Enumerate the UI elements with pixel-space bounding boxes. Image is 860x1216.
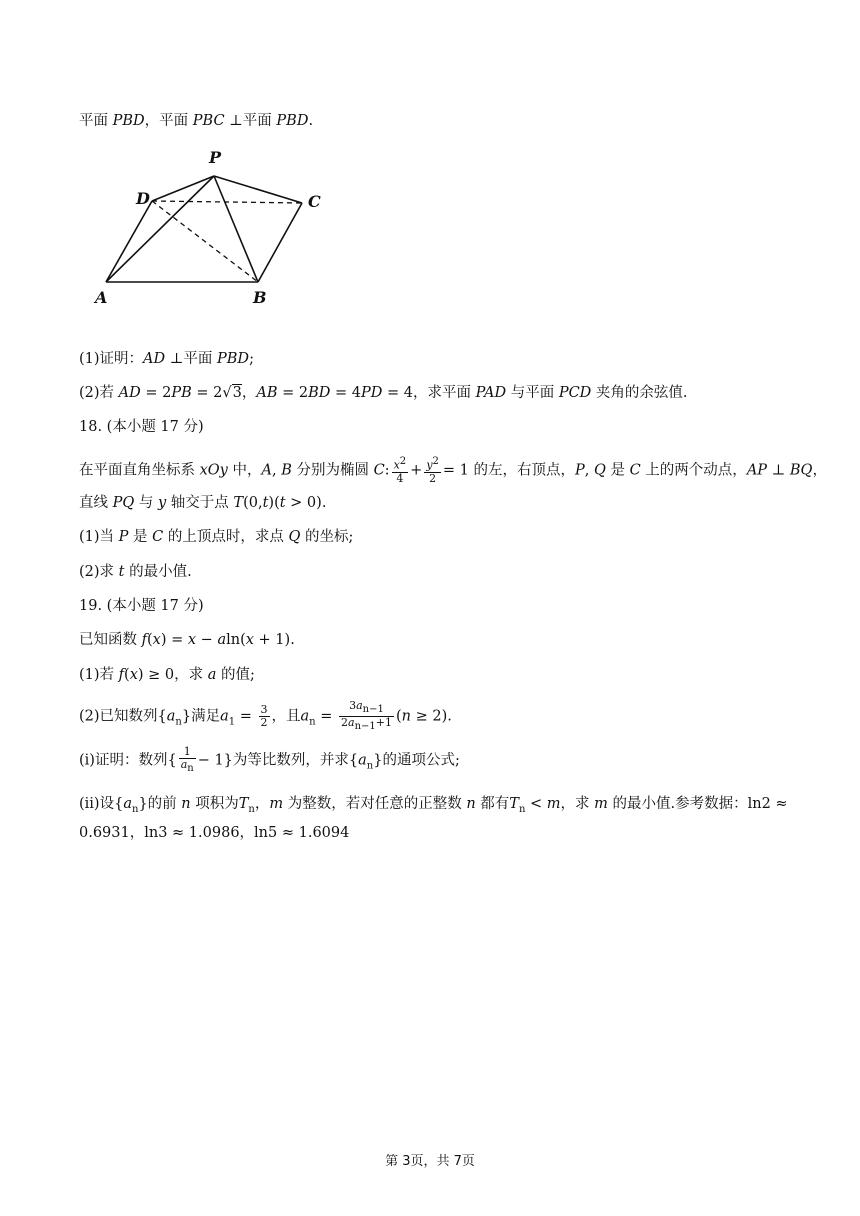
edge-DP <box>152 176 214 201</box>
q19-part2-ii-text-b: 0.6931，ln3 ≈ 1.0986，ln5 ≈ 1.6094 <box>79 825 350 841</box>
q19-part1: (1)若 f(x) ≥ 0，求 a 的值; <box>79 667 255 683</box>
edge-PC <box>214 176 302 203</box>
q19-part2-ii-line2 <box>79 822 790 844</box>
geometry-figure <box>92 146 332 311</box>
q19-part2-ii-line1: (ⅱ)设$\{a_n\}$的前 n 项积为$T_n$，m 为整数，若对任意的正整数 n 都有$T_n < m$，求 m 的最小值.参考数据：ln2 ≈ <box>79 796 788 815</box>
q17-part2: (2)若 AD = 2PB = 2√3，AB = 2BD = 4PD = 4，求平面 PAD 与平面 PCD 夹角的余弦值. <box>79 385 688 401</box>
q18-stem-line1: 在平面直角坐标系 xOy 中，A, B 分别为椭圆 C: $\frac{x2}{4}$ + $\frac{y2}{2}$ = 1 的左，右顶点，P, Q 是 C 上的两个动点，AP ⊥ BQ， <box>79 456 827 485</box>
q19-stem: 已知函数 f(x) = x − aln(x + 1). <box>79 632 295 648</box>
edge-BC <box>258 203 302 282</box>
edge-AD <box>106 201 152 282</box>
q19-part2: (2)已知数列$\{a_n\}$满足$a_1$ = $\frac{3}{2}$ ，且$a_n$ = $\frac{3an-1}{2an-1+1}$ (n ≥ 2). <box>79 699 452 733</box>
edge-DB-dashed <box>152 201 258 282</box>
q18-heading <box>79 416 790 438</box>
q17-part1: (1)证明：AD ⊥平面 PBD; <box>79 351 254 367</box>
label-C: C <box>308 192 321 211</box>
edge-AP <box>106 176 214 282</box>
text-line-intro: 平面 PBD，平面 PBC ⊥平面 PBD. <box>79 113 314 129</box>
q19-heading <box>79 595 790 617</box>
q18-stem-line2: 直线 PQ 与 y 轴交于点 T(0,t)(t > 0). <box>79 495 327 511</box>
edge-PB <box>214 176 258 282</box>
page-footer: 第 3页，共 7页 <box>385 1154 475 1169</box>
label-A: A <box>95 288 108 307</box>
label-P: P <box>209 148 222 167</box>
q18-part1: (1)当 P 是 C 的上顶点时，求点 Q 的坐标; <box>79 529 354 545</box>
edge-DC-dashed <box>152 201 302 203</box>
q18-part2: (2)求 t 的最小值. <box>79 564 192 580</box>
q19-part2-i: (ⅰ)证明：数列{ $\frac{1}{an}$ − 1}为等比数列，并求$\{a_n\}$的通项公式; <box>79 745 460 775</box>
label-D: D <box>136 189 150 208</box>
label-B: B <box>253 288 267 307</box>
q19-heading-text: 19. (本小题 17 分) <box>79 598 204 614</box>
q18-heading-text: 18. (本小题 17 分) <box>79 419 204 435</box>
